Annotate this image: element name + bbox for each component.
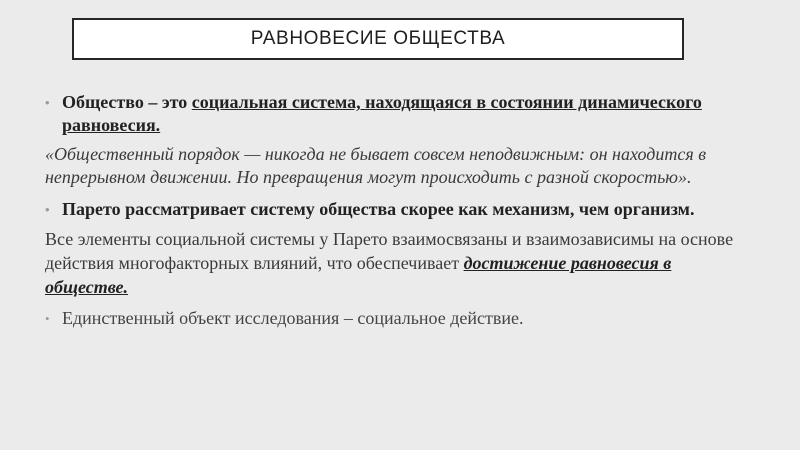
paragraph-text: Все элементы социальной системы у Парето взаимосвязаны и взаимозависимы на основе действия многофакторных влияний, что обеспечивает: [45, 229, 734, 273]
bullet-dot-icon: •: [45, 311, 50, 326]
paragraph-emphasis: достижение равновесия в обществе.: [45, 253, 672, 297]
bullet1-lead: Общество – это: [62, 92, 192, 112]
bullet2-text: Парето рассматривает систему общества скорее как механизм, чем организм.: [62, 199, 695, 219]
bullet-society-definition: [45, 91, 735, 137]
bullet-dot-icon: •: [45, 95, 50, 110]
pareto-quote: «Общественный порядок — никогда не бывает совсем неподвижным: он находится в непрерывном движении. Но превращения могут происходить с разной скоростью».: [45, 144, 707, 187]
slide-title: РАВНОВЕСИЕ ОБЩЕСТВА: [250, 28, 506, 49]
bullet-research-object: [45, 307, 735, 330]
title-box: [72, 18, 684, 60]
bullet-dot-icon: •: [45, 202, 50, 217]
bullet3-text: Единственный объект исследования – социальное действие.: [62, 308, 524, 328]
bullet-pareto-mechanism: [45, 198, 735, 221]
slide-content: [45, 91, 735, 330]
elements-paragraph: [45, 227, 735, 299]
bullet1-underlined: социальная система, находящаяся в состоянии динамического равновесия.: [62, 92, 702, 135]
